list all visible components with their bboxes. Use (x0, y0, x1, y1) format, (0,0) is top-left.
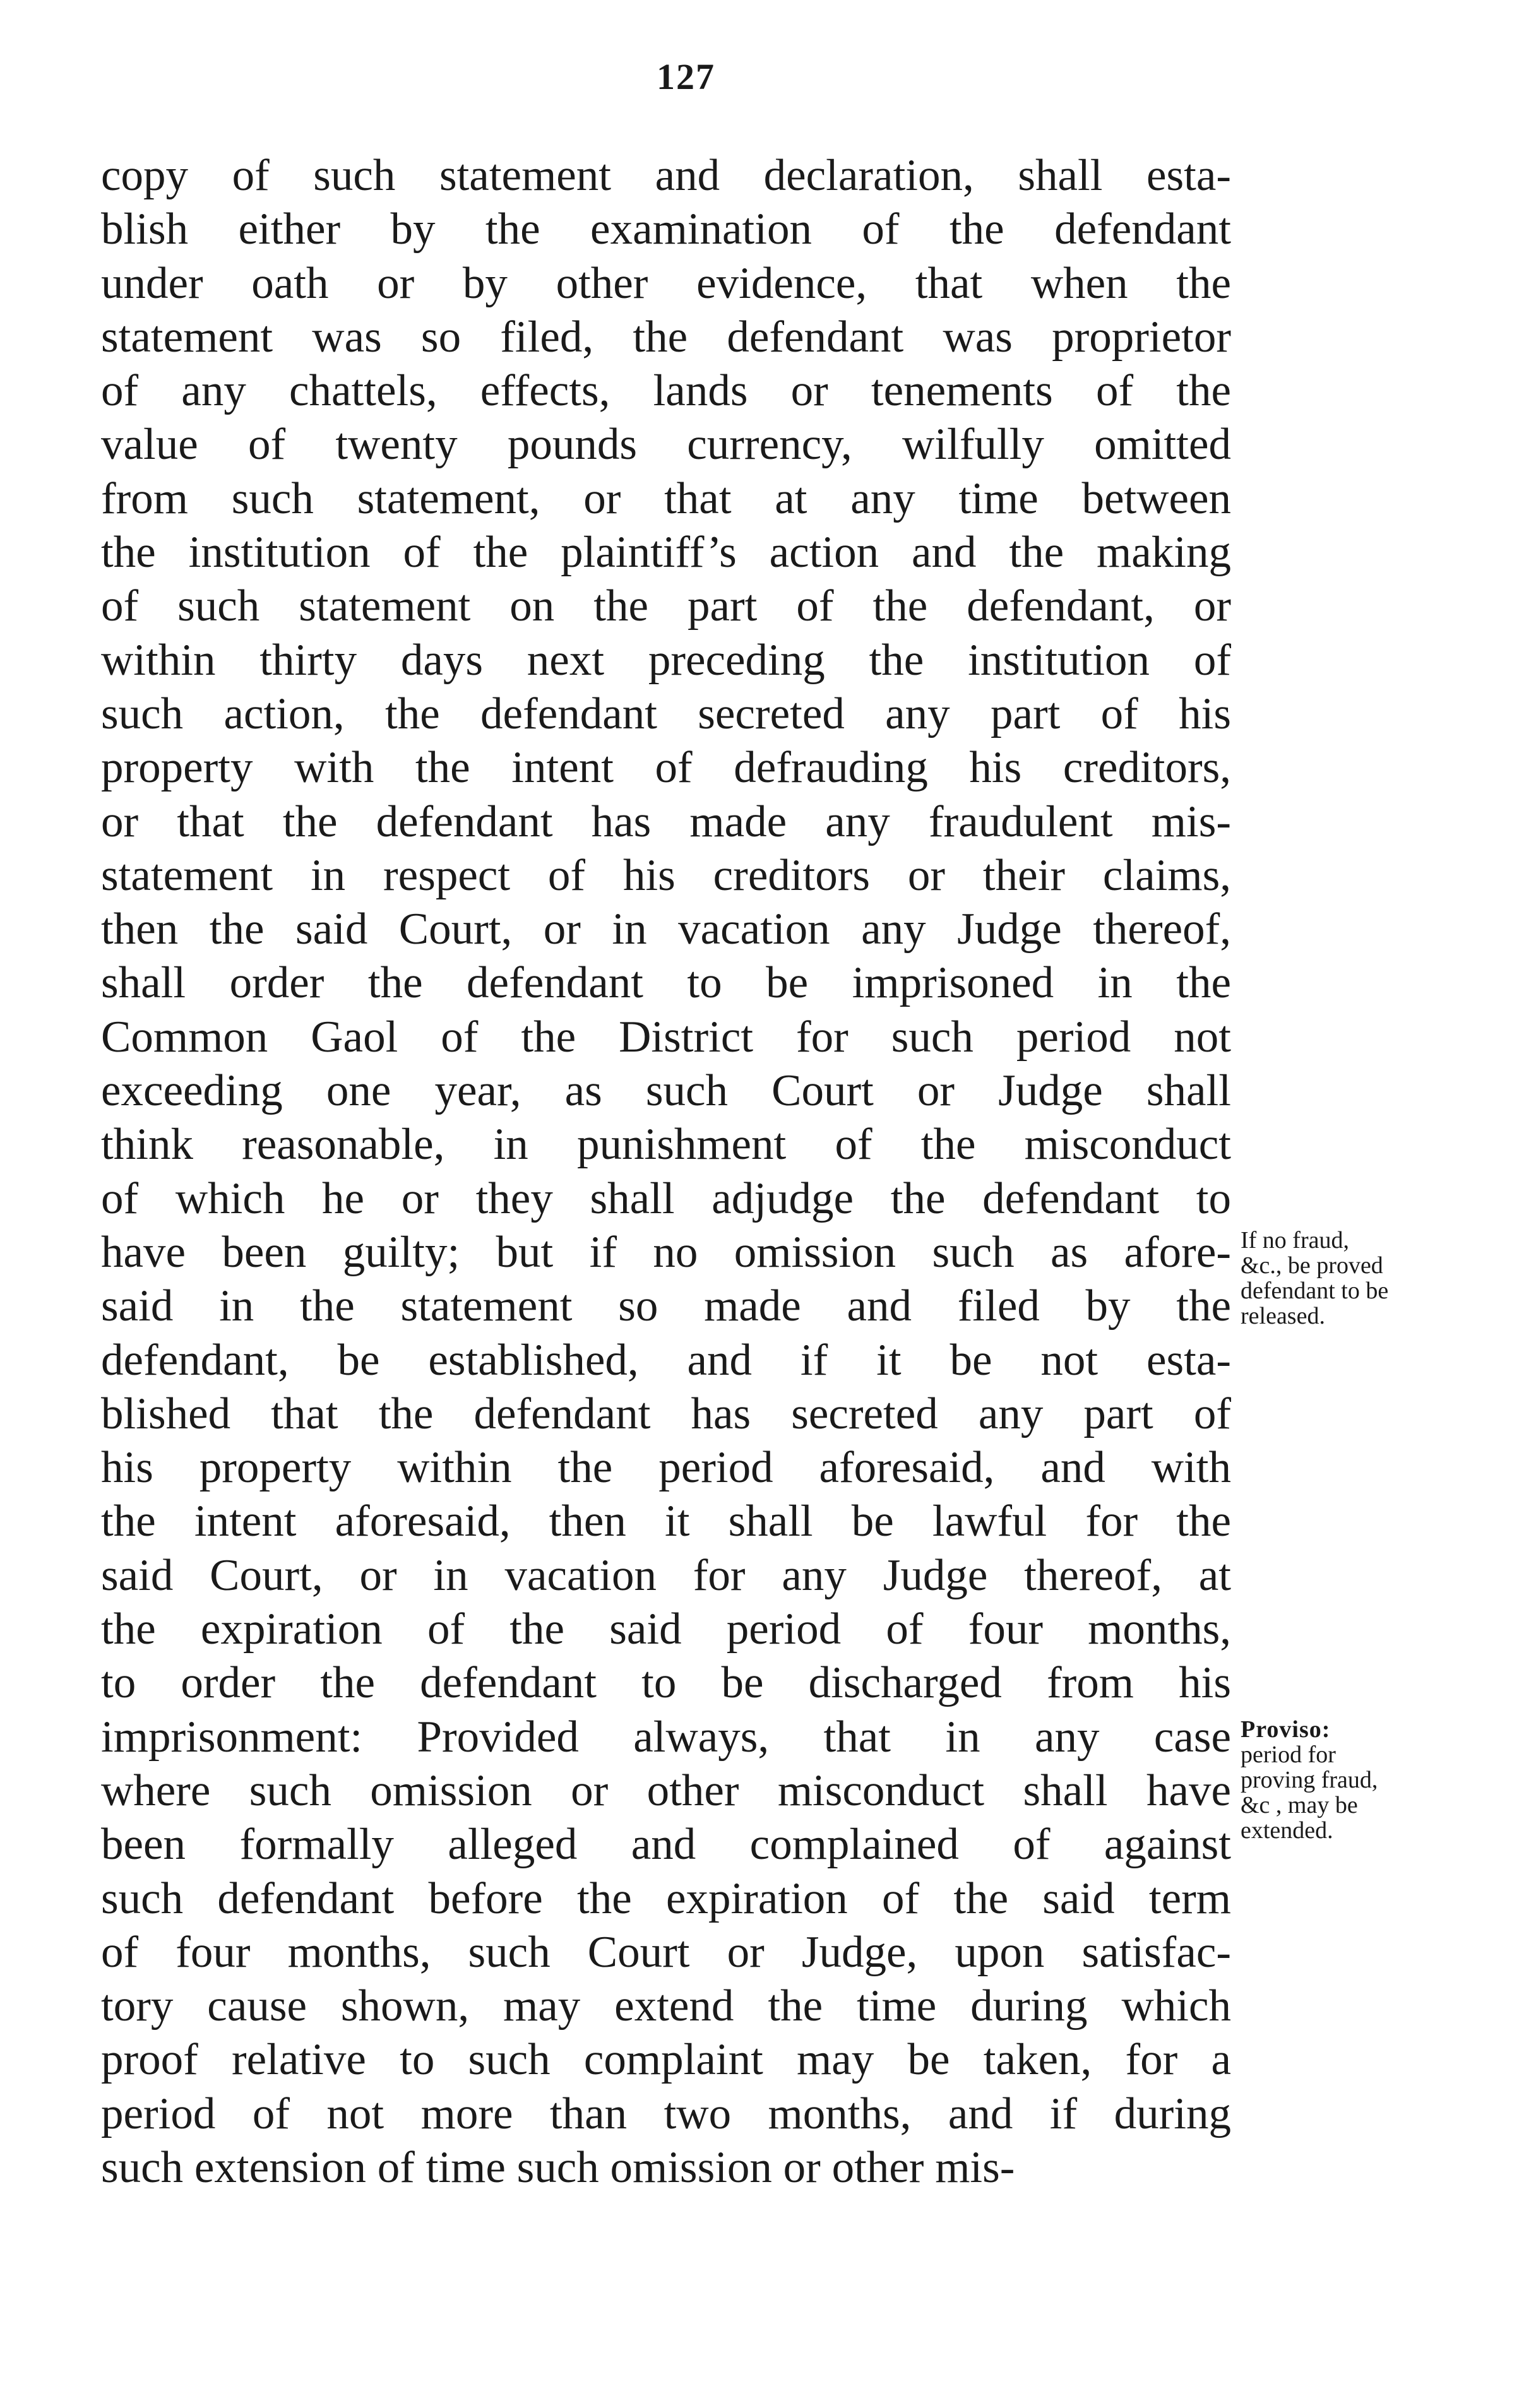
text-line: property with the intent of defrauding his creditors, (101, 743, 1231, 793)
margin-note-line: &c , may be (1241, 1792, 1358, 1818)
text-line: blished that the defendant has secreted any part of (101, 1389, 1231, 1438)
text-line: the expiration of the said period of four months, (101, 1604, 1231, 1654)
text-line: of any chattels, effects, lands or tenements of the (101, 366, 1231, 416)
text-line: tory cause shown, may extend the time during which (101, 1981, 1231, 2031)
page-number: 127 (657, 56, 715, 97)
text-line: imprisonment: Provided always, that in any case (101, 1712, 1231, 1762)
text-line: within thirty days next preceding the institution of (101, 635, 1231, 685)
margin-note-line: extended. (1241, 1817, 1333, 1844)
margin-note-line: &c., be proved (1241, 1252, 1383, 1279)
text-line: the institution of the plaintiff’s action and the making (101, 528, 1231, 578)
text-line: Common Gaol of the District for such period not (101, 1012, 1231, 1062)
text-line: of such statement on the part of the defendant, or (101, 581, 1231, 631)
margin-note-proviso (1241, 1717, 1518, 1843)
text-line: his property within the period aforesaid, and with (101, 1443, 1231, 1493)
text-line: shall order the defendant to be imprisoned in the (101, 958, 1231, 1008)
text-line: have been guilty; but if no omission such as afore- (101, 1227, 1231, 1277)
text-line: such extension of time such omission or other mis- (101, 2142, 1015, 2192)
text-line: value of twenty pounds currency, wilfully omitted (101, 420, 1231, 470)
text-line: the intent aforesaid, then it shall be lawful for the (101, 1497, 1231, 1546)
text-line: to order the defendant to be discharged from his (101, 1658, 1231, 1708)
text-line: defendant, be established, and if it be not esta- (101, 1335, 1231, 1385)
text-line: of four months, such Court or Judge, upon satisfac- (101, 1927, 1231, 1977)
text-line: said in the statement so made and filed by the (101, 1281, 1231, 1331)
text-line: under oath or by other evidence, that when the (101, 258, 1231, 308)
text-line: blish either by the examination of the defendant (101, 205, 1231, 254)
text-line: of which he or they shall adjudge the defendant to (101, 1173, 1231, 1223)
margin-note-release (1241, 1228, 1518, 1329)
text-line: period of not more than two months, and if during (101, 2089, 1231, 2138)
text-line: exceeding one year, as such Court or Judge shall (101, 1066, 1231, 1116)
margin-note-lead: Proviso: (1241, 1716, 1331, 1743)
margin-note-line: defendant to be (1241, 1278, 1389, 1304)
text-line: been formally alleged and complained of against (101, 1820, 1231, 1870)
margin-note-line: proving fraud, (1241, 1767, 1378, 1793)
text-line: said Court, or in vacation for any Judge thereof, at (101, 1550, 1231, 1600)
text-line: statement in respect of his creditors or their claims, (101, 850, 1231, 900)
text-line: such defendant before the expiration of the said term (101, 1873, 1231, 1923)
text-line: proof relative to such complaint may be taken, for a (101, 2035, 1231, 2085)
text-line: such action, the defendant secreted any part of his (101, 689, 1231, 738)
text-line: then the said Court, or in vacation any Judge thereof, (101, 904, 1231, 954)
margin-note-line: If no fraud, (1241, 1227, 1349, 1254)
text-line: think reasonable, in punishment of the misconduct (101, 1120, 1231, 1170)
text-line: statement was so filed, the defendant was proprietor (101, 312, 1231, 362)
margin-note-line: released. (1241, 1303, 1325, 1329)
body-text (101, 149, 1231, 2195)
margin-note-line: period for (1241, 1741, 1336, 1768)
text-line: from such statement, or that at any time between (101, 473, 1231, 523)
text-line: where such omission or other misconduct shall have (101, 1765, 1231, 1815)
text-line: copy of such statement and declaration, shall esta- (101, 151, 1231, 200)
text-line: or that the defendant has made any fraudulent mis- (101, 797, 1231, 846)
